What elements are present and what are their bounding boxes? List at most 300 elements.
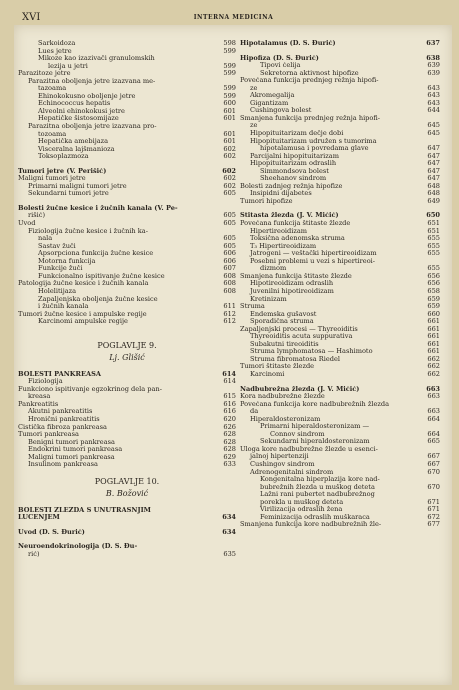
toc-entry-title: Sarkoidoza xyxy=(38,40,76,47)
toc-entry-page: 663 xyxy=(426,385,440,393)
toc-entry-page: 601 xyxy=(223,107,236,115)
toc-entry-title: Akutni pankreatitis xyxy=(28,408,93,416)
toc-entry xyxy=(240,212,440,220)
page-header xyxy=(14,10,453,24)
toc-entry-title: Tumori štitaste žlezde xyxy=(240,363,315,371)
toc-entry-title: Tumori jetre (V. Perišić) xyxy=(18,167,107,175)
toc-entry xyxy=(240,453,440,461)
spacer xyxy=(18,364,236,371)
toc-entry-title: Parazitna oboljenja jetre izazvana me- xyxy=(28,77,156,85)
toc-entry-title: Karcinomi ampulske regije xyxy=(38,318,128,326)
toc-entry-page: 612 xyxy=(223,318,236,326)
toc-entry-title: Hepatičke šistosomijaze xyxy=(38,115,119,123)
toc-entry xyxy=(240,228,440,236)
toc-entry-title: Toksična adenomska struma xyxy=(250,235,345,243)
toc-entry xyxy=(240,138,440,146)
toc-entry-page: 602 xyxy=(222,167,236,175)
toc-entry xyxy=(240,461,440,469)
toc-entry xyxy=(240,296,440,304)
toc-entry-title: Povećana funkcija kore nadbubrežnih žlezda xyxy=(240,400,390,408)
toc-entry xyxy=(240,77,440,85)
toc-entry-title: Thyreoiditis acuta suppurativa xyxy=(250,333,353,341)
toc-entry-title: Hiperaldosteronizam xyxy=(250,415,321,423)
toc-entry-page: 662 xyxy=(427,370,440,378)
running-title: INTERNA MEDICINA xyxy=(193,14,274,21)
toc-entry-page: 629 xyxy=(223,453,236,461)
toc-entry-page: 614 xyxy=(223,378,236,386)
toc-entry-title: Sporadična struma xyxy=(250,318,314,326)
toc-entry-page: 667 xyxy=(427,453,440,461)
toc-entry-page: 628 xyxy=(223,438,236,446)
toc-entry-title: T₃ Hipertireoidizam xyxy=(250,242,317,250)
toc-entry-page: 661 xyxy=(427,325,440,333)
toc-entry xyxy=(240,363,440,371)
toc-entry-page: 665 xyxy=(427,438,440,446)
toc-entry-page: 601 xyxy=(223,115,236,123)
toc-entry xyxy=(18,175,236,183)
toc-entry xyxy=(18,393,236,401)
toc-entry-title: Uloga kore nadbubrežne žlezde u esenci- xyxy=(240,445,378,453)
toc-entry-page: 659 xyxy=(427,303,440,311)
toc-entry xyxy=(18,416,236,424)
toc-entry-title: Virilizacija odraslih žena xyxy=(260,506,343,514)
toc-entry xyxy=(18,235,236,243)
toc-entry-page: 616 xyxy=(223,408,236,416)
toc-entry-page: 602 xyxy=(223,153,236,161)
toc-entry-page: 611 xyxy=(223,303,236,311)
toc-entry-title: Kongenitalna hiperplazija kore nad- xyxy=(260,476,380,484)
toc-entry xyxy=(240,446,440,454)
spacer xyxy=(18,536,236,543)
toc-entry-page: 644 xyxy=(427,107,440,115)
toc-entry xyxy=(240,333,440,341)
toc-entry xyxy=(240,341,440,349)
toc-entry-title: porekla u muškog deteta xyxy=(260,498,344,506)
toc-entry xyxy=(18,378,236,386)
toc-entry xyxy=(240,288,440,296)
toc-entry xyxy=(240,55,440,63)
toc-entry-title: Struma xyxy=(240,303,265,311)
toc-entry-page: 605 xyxy=(223,220,236,228)
toc-entry-page: 647 xyxy=(427,152,440,160)
toc-entry-page: 650 xyxy=(426,212,440,220)
toc-entry-page: 656 xyxy=(427,280,440,288)
toc-entry-title: Parazitna oboljenja jetre izazvana pro- xyxy=(28,123,157,131)
toc-entry-title: Parazitoze jetre xyxy=(18,70,71,78)
toc-entry-title: Funkcije žuči xyxy=(38,265,83,273)
toc-entry-page: 626 xyxy=(223,423,236,431)
toc-entry-title: Funkciono ispitivanje egzokrinog dela pan- xyxy=(18,385,162,393)
toc-entry-title: Hipofiza (D. S. Đurić) xyxy=(240,54,319,62)
toc-entry-page: 612 xyxy=(223,310,236,318)
toc-entry xyxy=(240,100,440,108)
toc-entry xyxy=(240,303,440,311)
toc-entry-title: Struma lymphomatosa — Hashimoto xyxy=(250,348,373,356)
toc-entry-title: Parcijalni hipopituitarizam xyxy=(250,152,339,160)
toc-entry xyxy=(18,153,236,161)
toc-entry xyxy=(240,198,440,206)
toc-entry xyxy=(240,423,440,431)
toc-entry-title: Uvod xyxy=(18,220,36,228)
toc-entry-page: 663 xyxy=(427,408,440,416)
toc-entry xyxy=(240,190,440,198)
toc-entry-page: 658 xyxy=(427,287,440,295)
toc-entry xyxy=(18,212,236,220)
toc-entry-title: Apsorpciona funkcija žučne kesice xyxy=(38,250,154,258)
toc-entry xyxy=(18,439,236,447)
toc-entry xyxy=(18,424,236,432)
toc-entry-title: Tipovi ćelija xyxy=(260,62,301,70)
toc-entry xyxy=(18,551,236,559)
toc-entry xyxy=(240,175,440,183)
toc-entry xyxy=(18,190,236,198)
toc-entry xyxy=(240,438,440,446)
toc-right-column xyxy=(240,40,440,529)
toc-entry xyxy=(240,235,440,243)
chapter-heading: POGLAVLJE 10. xyxy=(94,476,160,486)
toc-entry-page: 598 xyxy=(223,40,236,47)
toc-entry-title: Cushingov sindrom xyxy=(250,460,315,468)
toc-entry-title: Štitasta žlezda (J. V. Mićić) xyxy=(240,212,339,220)
toc-entry xyxy=(240,183,440,191)
toc-entry-title: Hipopituitarizam udružen s tumorima xyxy=(250,137,377,145)
toc-entry-page: 672 xyxy=(427,513,440,521)
toc-entry xyxy=(18,70,236,78)
toc-entry-title: Fiziologija žučne kesice i žučnih ka- xyxy=(28,227,148,235)
toc-entry xyxy=(240,476,440,484)
toc-entry-title: Primarni maligni tumori jetre xyxy=(28,182,127,190)
toc-entry-title: Cistička fibroza pankreasa xyxy=(18,423,107,431)
toc-entry-page: 645 xyxy=(427,122,440,130)
toc-entry xyxy=(18,296,236,304)
toc-entry-title: Adrenogenitalni sindrom xyxy=(250,468,334,476)
toc-entry-title: Posebni problemi u vezi s hipertireoi- xyxy=(250,257,376,265)
toc-entry-title: Povećana funkcija štitaste žlezde xyxy=(240,220,351,228)
toc-entry-title: Hipopituitarizam odraslih xyxy=(250,160,337,168)
toc-entry-title: Tumori pankreasa xyxy=(18,431,79,439)
toc-entry xyxy=(240,348,440,356)
toc-entry-title: Uvod (D. S. Đurić) xyxy=(18,528,85,536)
spacer xyxy=(18,198,236,205)
toc-entry-title: Smanjena funkcija kore nadbubrežnih žle- xyxy=(240,521,382,529)
toc-entry-page: 647 xyxy=(427,167,440,175)
toc-entry xyxy=(240,258,440,266)
toc-entry xyxy=(240,168,440,176)
toc-entry-page: 639 xyxy=(427,62,440,70)
toc-entry xyxy=(240,280,440,288)
toc-entry xyxy=(18,40,236,48)
toc-entry-title: rić) xyxy=(28,550,40,558)
toc-entry xyxy=(240,62,440,70)
toc-entry-title: Struma fibromatosa Riedel xyxy=(250,355,341,363)
toc-entry-title: Hipertireoidizam xyxy=(250,227,308,235)
toc-entry-title: nala xyxy=(38,235,53,243)
toc-entry xyxy=(18,507,236,515)
toc-entry-page: 655 xyxy=(427,235,440,243)
toc-entry-title: Zapaljenjski procesi — Thyreoiditis xyxy=(240,325,358,333)
toc-entry-page: 660 xyxy=(427,310,440,318)
spacer xyxy=(18,161,236,168)
toc-entry xyxy=(240,499,440,507)
spacer xyxy=(18,326,236,333)
toc-entry xyxy=(18,63,236,71)
toc-entry-title: Bolesti zadnjeg režnja hipofize xyxy=(240,182,343,190)
toc-entry-page: 661 xyxy=(427,333,440,341)
toc-entry xyxy=(18,461,236,469)
toc-entry-page: 661 xyxy=(427,318,440,326)
toc-entry-page: 677 xyxy=(427,521,440,529)
toc-entry-page: 661 xyxy=(427,340,440,348)
toc-entry xyxy=(240,220,440,228)
toc-entry-page: 647 xyxy=(427,160,440,168)
toc-entry-page: 600 xyxy=(223,100,236,108)
toc-entry-title: Pankreatitis xyxy=(18,400,59,408)
toc-entry-title: da xyxy=(250,408,259,416)
toc-entry xyxy=(18,55,236,63)
toc-entry xyxy=(18,220,236,228)
toc-entry-page: 655 xyxy=(427,242,440,250)
toc-entry-title: Nadbubrežna žlezda (J. V. Mićić) xyxy=(240,385,360,393)
toc-entry-title: Jatrogeni — veštački hipertireoidizam xyxy=(250,250,377,258)
chapter-author: B. Božović xyxy=(105,488,149,498)
toc-entry-page: 614 xyxy=(222,370,236,378)
toc-entry-page: 670 xyxy=(427,468,440,476)
toc-entry-page: 599 xyxy=(223,85,236,93)
toc-entry-title: Feminizacija odraslih muškaraca xyxy=(260,513,370,521)
toc-entry xyxy=(240,356,440,364)
toc-entry-page: 601 xyxy=(223,130,236,138)
toc-entry-page: 671 xyxy=(427,498,440,506)
toc-entry xyxy=(18,93,236,101)
spacer xyxy=(18,333,236,340)
toc-entry-page: 602 xyxy=(223,182,236,190)
toc-entry xyxy=(18,48,236,56)
toc-entry-page: 655 xyxy=(427,265,440,273)
toc-entry-page: 608 xyxy=(223,272,236,280)
toc-entry-page: 670 xyxy=(427,483,440,491)
toc-entry-title: Simmondsova bolest xyxy=(260,167,329,175)
toc-entry-title: Kretinizam xyxy=(250,295,287,303)
toc-entry-title: Mikoze kao izazivači granulomskih xyxy=(38,55,155,63)
toc-entry-title: lezija u jetri xyxy=(48,62,88,70)
toc-entry-page: 643 xyxy=(427,99,440,107)
toc-entry xyxy=(18,78,236,86)
toc-entry-title: BOLESTI ŽLEZDA S UNUTRAŠNJIM xyxy=(18,506,151,514)
toc-entry xyxy=(240,371,440,379)
toc-entry-page: 599 xyxy=(223,62,236,70)
toc-entry xyxy=(240,491,440,499)
toc-entry xyxy=(240,250,440,258)
toc-entry-title: Povećana funkcija prednjeg režnja hipofi- xyxy=(240,77,379,85)
toc-entry-page: 608 xyxy=(223,280,236,288)
toc-entry-title: Sekretorna aktivnost hipofize xyxy=(260,69,359,77)
toc-entry xyxy=(18,108,236,116)
toc-entry xyxy=(18,265,236,273)
toc-entry-title: tozoama xyxy=(38,130,67,138)
toc-entry xyxy=(18,250,236,258)
toc-entry xyxy=(18,273,236,281)
toc-entry-title: Maligni tumori pankreasa xyxy=(28,453,115,461)
toc-entry-title: Zapaljenjska oboljenja žučne kesice xyxy=(38,295,158,303)
toc-entry-title: Bolesti žučne kesice i žučnih kanala (V. Pe- xyxy=(18,204,178,212)
toc-entry-page: 599 xyxy=(223,92,236,100)
toc-entry-page: 605 xyxy=(223,190,236,198)
toc-entry-title: jalnoj hipertenziji xyxy=(250,453,309,461)
toc-entry xyxy=(240,311,440,319)
toc-entry-title: Endokrini tumori pankreasa xyxy=(28,446,123,454)
toc-entry-title: Sastav žuči xyxy=(38,242,76,250)
toc-entry xyxy=(240,408,440,416)
toc-entry-page: 664 xyxy=(427,430,440,438)
toc-entry xyxy=(18,408,236,416)
toc-entry-title: Hipopituitarizam dečje dobi xyxy=(250,130,344,138)
toc-entry-title: hipotalamusa i povredama glave xyxy=(260,145,369,153)
toc-entry xyxy=(18,303,236,311)
toc-entry-title: Sheehanov sindrom xyxy=(260,175,327,183)
toc-entry xyxy=(240,416,440,424)
toc-entry-title: LUČENJEM xyxy=(18,514,60,522)
toc-entry-page: 628 xyxy=(223,446,236,454)
toc-entry-page: 662 xyxy=(427,363,440,371)
toc-entry-page: 651 xyxy=(427,227,440,235)
toc-entry-title: Endemska gušavost xyxy=(250,310,317,318)
chapter-author: Lj. Glišić xyxy=(109,352,145,362)
toc-entry xyxy=(240,326,440,334)
toc-entry xyxy=(18,446,236,454)
toc-entry-title: Connov sindrom xyxy=(270,430,325,438)
toc-entry-page: 628 xyxy=(223,431,236,439)
toc-entry xyxy=(240,107,440,115)
toc-entry xyxy=(240,243,440,251)
toc-entry-page: 633 xyxy=(223,461,236,469)
toc-entry-title: Hronični pankreatitis xyxy=(28,415,100,423)
toc-entry-page: 656 xyxy=(427,272,440,280)
toc-entry-title: Neuroendokrinologija (D. S. Đu- xyxy=(18,543,138,551)
spacer xyxy=(240,379,440,386)
toc-entry xyxy=(18,311,236,319)
toc-entry xyxy=(240,265,440,273)
spacer xyxy=(18,469,236,476)
toc-entry xyxy=(240,115,440,123)
toc-entry-page: 599 xyxy=(223,70,236,78)
toc-entry xyxy=(18,529,236,537)
toc-entry-title: Primarni hiperaldosteronizam — xyxy=(260,423,370,431)
toc-entry-page: 608 xyxy=(223,287,236,295)
toc-entry-page: 659 xyxy=(427,295,440,303)
chapter-heading: POGLAVLJE 9. xyxy=(97,340,157,350)
toc-entry-title: Holelitijaza xyxy=(38,287,77,295)
toc-entry-title: Kora nadbubrežne žlezde xyxy=(240,393,325,401)
toc-entry xyxy=(18,205,236,213)
toc-entry-title: Maligni tumori jetre xyxy=(18,175,86,183)
toc-entry-title: Smanjena funkcija štitaste žlezde xyxy=(240,272,352,280)
toc-entry-page: 616 xyxy=(223,400,236,408)
toc-entry xyxy=(240,521,440,529)
toc-entry xyxy=(18,371,236,379)
toc-entry xyxy=(18,168,236,176)
toc-entry-title: ze xyxy=(250,84,258,92)
toc-entry-page: 648 xyxy=(427,182,440,190)
toc-entry-page: 605 xyxy=(223,212,236,220)
toc-entry xyxy=(18,386,236,394)
toc-entry-title: Funkcionalno ispitivanje žučne kesice xyxy=(38,272,165,280)
toc-entry xyxy=(240,70,440,78)
toc-entry-title: rišić) xyxy=(28,212,46,220)
toc-entry-title: i žučnih kanala xyxy=(38,303,89,311)
toc-entry-page: 647 xyxy=(427,175,440,183)
toc-entry-page: 649 xyxy=(427,197,440,205)
spacer xyxy=(240,48,440,55)
toc-entry-title: Insipidni dijabetes xyxy=(250,190,312,198)
toc-entry-title: dizmom xyxy=(260,265,287,273)
toc-entry-page: 645 xyxy=(427,130,440,138)
toc-entry xyxy=(240,122,440,130)
toc-entry xyxy=(240,514,440,522)
toc-entry-title: Alveolni ehinokokusi jetre xyxy=(38,107,125,115)
toc-entry-title: Lažni rani pubertet nadbubrežnog xyxy=(260,491,375,499)
toc-entry-title: Cushingova bolest xyxy=(250,107,312,115)
toc-entry xyxy=(240,153,440,161)
toc-entry xyxy=(240,130,440,138)
toc-entry-page: 638 xyxy=(426,54,440,62)
toc-entry-title: Patologija žučne kesice i žučnih kanala xyxy=(18,280,149,288)
toc-entry-title: Juvenilni hipotireoidizam xyxy=(250,287,334,295)
toc-entry xyxy=(18,85,236,93)
toc-entry xyxy=(240,393,440,401)
toc-entry-title: Motorna funkcija xyxy=(38,257,96,265)
toc-entry-title: Visceralna lajšmanioza xyxy=(38,145,115,153)
toc-entry xyxy=(240,484,440,492)
toc-entry-title: tazoama xyxy=(38,85,67,93)
toc-entry-title: Fiziologija xyxy=(28,378,63,386)
toc-entry-title: Hepatička amebijaza xyxy=(38,138,109,146)
toc-entry-title: kreasa xyxy=(28,393,51,401)
toc-entry-page: 643 xyxy=(427,84,440,92)
toc-entry xyxy=(18,318,236,326)
toc-entry-title: Ehinokokusno oboljenje jetre xyxy=(38,92,136,100)
spacer xyxy=(240,205,440,212)
toc-entry-title: Subakutni tireoiditis xyxy=(250,340,319,348)
toc-entry xyxy=(240,386,440,394)
toc-entry-title: bubrežnih žlezda u muškog deteta xyxy=(260,483,375,491)
page-number: XVI xyxy=(22,12,41,23)
spacer xyxy=(18,500,236,507)
toc-entry-page: 662 xyxy=(427,355,440,363)
toc-entry-page: 607 xyxy=(223,265,236,273)
toc-entry xyxy=(240,40,440,48)
toc-entry xyxy=(18,228,236,236)
toc-entry xyxy=(18,280,236,288)
toc-entry-title: Hipotalamus (D. S. Đurić) xyxy=(240,40,336,47)
toc-entry-page: 647 xyxy=(427,145,440,153)
toc-entry-page: 655 xyxy=(427,250,440,258)
toc-entry-page: 606 xyxy=(223,257,236,265)
toc-entry xyxy=(240,318,440,326)
toc-entry xyxy=(18,288,236,296)
toc-entry xyxy=(18,243,236,251)
toc-entry-page: 664 xyxy=(427,415,440,423)
toc-entry-title: BOLESTI PANKREASA xyxy=(18,370,102,378)
toc-entry xyxy=(18,115,236,123)
toc-entry xyxy=(18,431,236,439)
toc-entry xyxy=(240,85,440,93)
toc-left-column xyxy=(18,40,236,559)
toc-entry xyxy=(18,514,236,522)
toc-entry xyxy=(240,431,440,439)
toc-entry xyxy=(18,138,236,146)
toc-entry-page: 663 xyxy=(427,393,440,401)
toc-entry-page: 620 xyxy=(223,415,236,423)
